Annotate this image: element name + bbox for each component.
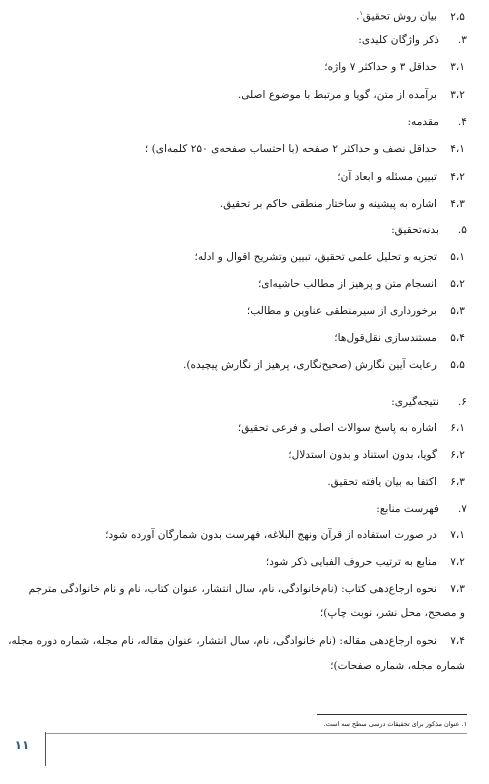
item-3-2	[18, 88, 465, 103]
item-text: برخورداری از سیرمنطقی عناوین و مطالب؛	[246, 305, 437, 317]
item-text: گویا، بدون استناد و بدون استدلال؛	[288, 449, 437, 461]
item-number: ۳،۱	[450, 61, 465, 73]
item-text: تجزیه و تحلیل علمی تحقیق، تبیین وتشریح اقوال و ادله؛	[194, 251, 437, 263]
item-7-4-continuation	[18, 659, 465, 674]
item-suffix: .	[356, 10, 360, 23]
section-title: مقدمه:	[407, 116, 439, 128]
item-6-3	[18, 475, 465, 490]
item-6-2	[18, 448, 465, 463]
item-text: بیان روش تحقیق	[362, 10, 437, 23]
item-4-3	[18, 197, 465, 212]
section-title: نتیجه‌گیری:	[391, 396, 439, 408]
item-5-2	[18, 277, 465, 292]
item-2-5	[18, 6, 465, 25]
item-number: ۲،۵	[450, 10, 465, 23]
section-5-heading	[18, 223, 467, 238]
section-title: فهرست منابع:	[376, 503, 439, 515]
item-number: ۳،۲	[450, 89, 465, 101]
item-7-3	[18, 582, 465, 597]
item-number: ۵،۳	[450, 305, 465, 317]
item-text: انسجام متن و پرهیز از مطالب حاشیه‌ای؛	[257, 278, 437, 290]
section-number: ۳.	[457, 34, 467, 46]
item-number: ۵،۴	[450, 332, 465, 344]
item-number: ۶،۱	[450, 422, 465, 434]
section-4-heading	[18, 115, 467, 130]
section-3-heading	[18, 33, 467, 48]
item-text: برآمده از متن، گویا و مرتبط با موضوع اصلی.	[237, 89, 437, 101]
item-text: در صورت استفاده از قرآن ونهج البلاغه، فهرست بدون شمارگان آورده شود؛	[105, 529, 437, 541]
item-4-2	[18, 170, 465, 185]
item-text: اشاره به پیشینه و ساختار منطقی حاکم بر تحقیق.	[219, 198, 437, 210]
item-text: رعایت آیین نگارش (صحیح‌نگاری، پرهیز از نگارش پیچیده).	[182, 359, 437, 371]
item-text: اشاره به پاسخ سوالات اصلی و فرعی تحقیق؛	[237, 422, 437, 434]
item-text: و مصحح، محل نشر، نوبت چاپ)؛	[319, 607, 465, 619]
item-text: نحوه ارجاع‌دهی کتاب: (نام‌خانوادگی، نام، سال انتشار، عنوان کتاب، نام و نام خانوادگی مترجم	[28, 583, 437, 595]
item-number: ۵،۲	[450, 278, 465, 290]
item-number: ۴،۳	[450, 198, 465, 210]
item-7-4	[8, 634, 465, 649]
section-title: ذکر واژگان کلیدی:	[358, 34, 439, 46]
item-text: تبیین مسئله و ابعاد آن؛	[337, 171, 437, 183]
page-number: ۱۱	[14, 738, 30, 752]
footer-rule	[45, 733, 467, 734]
section-title: بدنه‌تحقیق:	[391, 224, 439, 236]
footnote-marker: ۱	[359, 10, 363, 17]
footer-divider	[45, 732, 46, 766]
section-6-heading	[18, 395, 467, 410]
item-number: ۷،۴	[450, 635, 465, 647]
item-number: ۶،۳	[450, 476, 465, 488]
item-number: ۷،۲	[450, 556, 465, 568]
item-5-4	[18, 331, 465, 346]
item-number: ۷،۱	[450, 529, 465, 541]
item-text: منابع به ترتیب حروف الفبایی ذکر شود؛	[265, 556, 437, 568]
item-7-1	[18, 528, 465, 543]
item-text: شماره مجله، شماره صفحات)؛	[330, 660, 465, 672]
item-number: ۴،۲	[450, 171, 465, 183]
section-number: ۵.	[457, 224, 467, 236]
footnote: ۱. عنوان مذکور برای تحقیقات درسی سطح سه است.	[323, 720, 467, 728]
item-text: اکتفا به بیان یافته تحقیق.	[327, 476, 437, 488]
item-5-1	[18, 250, 465, 265]
item-text: حداقل نصف و حداکثر ۲ صفحه (با احتساب صفحه‌ی ۲۵۰ کلمه‌ای) ؛	[144, 143, 437, 155]
item-number: ۶،۲	[450, 449, 465, 461]
item-number: ۵،۵	[450, 359, 465, 371]
item-text: نحوه ارجاع‌دهی مقاله: (نام خانوادگی، نام، سال انتشار، عنوان مقاله، نام مجله، شماره دوره مجله،	[8, 635, 437, 647]
item-3-1	[18, 60, 465, 75]
item-6-1	[18, 421, 465, 436]
footnote-separator	[317, 714, 467, 715]
item-7-3-continuation	[18, 606, 465, 621]
item-number: ۷،۳	[450, 583, 465, 595]
item-number: ۴،۱	[450, 143, 465, 155]
item-5-3	[18, 304, 465, 319]
item-7-2	[18, 555, 465, 570]
section-number: ۶.	[457, 396, 467, 408]
section-number: ۷.	[457, 503, 467, 515]
item-4-1	[18, 142, 465, 157]
item-number: ۵،۱	[450, 251, 465, 263]
item-text: مستندسازی نقل‌قول‌ها؛	[334, 332, 437, 344]
item-5-5	[18, 358, 465, 373]
item-text: حداقل ۳ و حداکثر ۷ واژه؛	[324, 61, 437, 73]
section-7-heading	[18, 502, 467, 517]
section-number: ۴.	[457, 116, 467, 128]
